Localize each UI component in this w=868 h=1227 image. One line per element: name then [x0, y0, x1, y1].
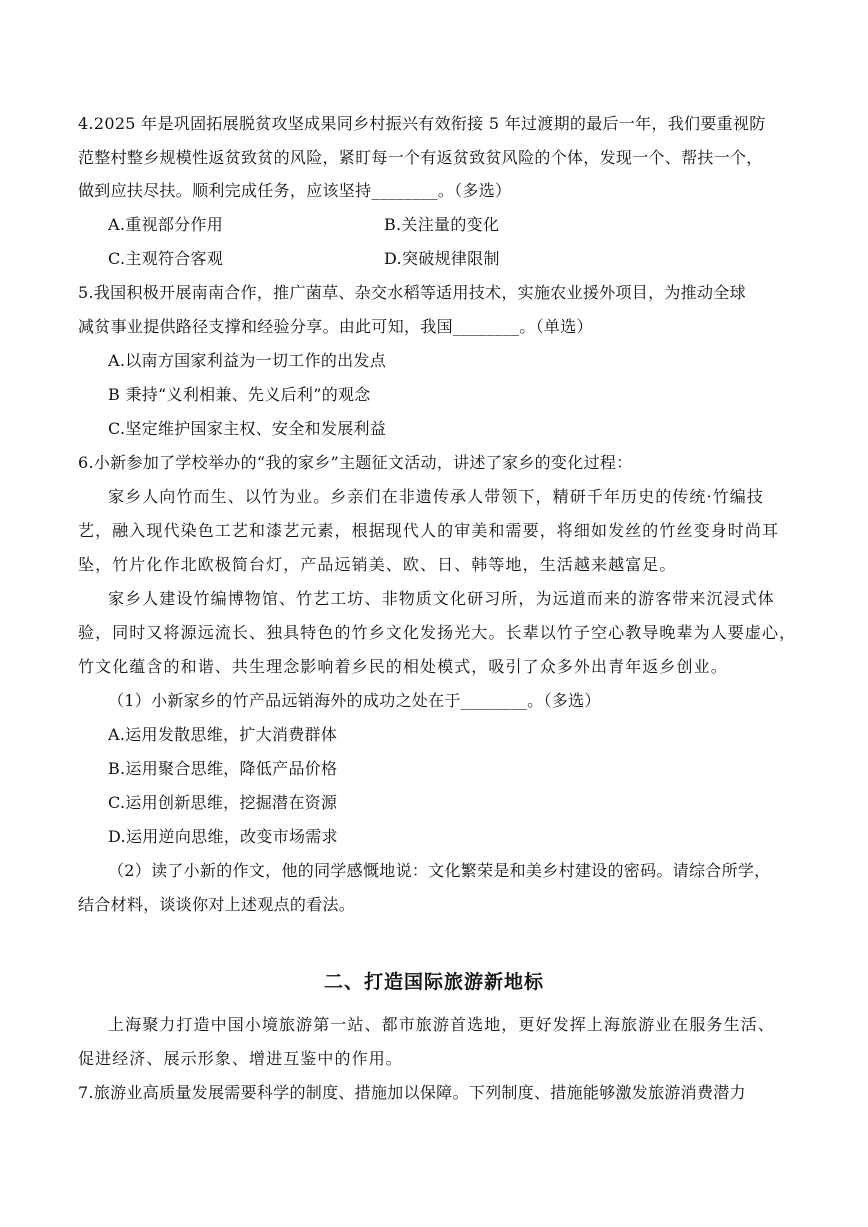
section-intro-line-1: 上海聚力打造中国小境旅游第一站、都市旅游首选地，更好发挥上海旅游业在服务生活、 [108, 1015, 775, 1034]
q4-option-c: C.主观符合客观 [108, 249, 224, 268]
q6-intro: 6.小新参加了学校举办的“我的家乡”主题征文活动，讲述了家乡的变化过程： [78, 453, 633, 472]
q6-essay-line-5: 验，同时又将源远流长、独具特色的竹乡文化发扬光大。长辈以竹子空心教导晚辈为人要虚心， [78, 623, 797, 642]
q4-option-b: B.关注量的变化 [384, 215, 500, 234]
section-heading: 二、打造国际旅游新地标 [323, 971, 544, 993]
q6-essay-line-2: 艺，融入现代染色工艺和漆艺元素，根据现代人的审美和需要，将细如发丝的竹丝变身时尚耳 [78, 521, 780, 540]
q6-sub1-option-a: A.运用发散思维，扩大消费群体 [108, 725, 338, 744]
q6-sub1-option-d: D.运用逆向思维，改变市场需求 [108, 827, 338, 846]
q7-stem-line-1: 7.旅游业高质量发展需要科学的制度、措施加以保障。下列制度、措施能够激发旅游消费潜力 [78, 1083, 746, 1102]
q4-stem-line-2: 范整村整乡规模性返贫致贫的风险，紧盯每一个有返贫致贫风险的个体，发现一个、帮扶一个， [78, 148, 763, 167]
q6-sub1-option-c: C.运用创新思维，挖掘潜在资源 [108, 793, 338, 812]
q6-essay-line-3: 坠，竹片化作北欧极简台灯，产品远销美、欧、日、韩等地，生活越来越富足。 [78, 555, 677, 574]
q6-sub2-line-2: 结合材料，谈谈你对上述观点的看法。 [78, 895, 356, 914]
section-intro-line-2: 促进经济、展示形象、增进互鉴中的作用。 [78, 1049, 403, 1068]
q6-essay-line-6: 竹文化蕴含的和谐、共生理念影响着乡民的相处模式，吸引了众多外出青年返乡创业。 [78, 657, 728, 676]
q6-essay-line-4: 家乡人建设竹编博物馆、竹艺工坊、非物质文化研习所，为远道而来的游客带来沉浸式体 [108, 589, 775, 608]
q6-essay-line-1: 家乡人向竹而生、以竹为业。乡亲们在非遗传承人带领下，精研千年历史的传统·竹编技 [108, 487, 764, 506]
q4-option-d: D.突破规律限制 [384, 249, 500, 268]
q6-sub1-stem: （1）小新家乡的竹产品远销海外的成功之处在于________。（多选） [108, 691, 601, 710]
q5-stem-line-1: 5.我国积极开展南南合作，推广菌草、杂交水稻等适用技术，实施农业援外项目，为推动全球 [78, 283, 746, 302]
q6-sub1-option-b: B.运用聚合思维，降低产品价格 [108, 759, 338, 778]
q5-option-b: B 秉持“义利相兼、先义后利”的观念 [108, 385, 371, 404]
q5-option-c: C.坚定维护国家主权、安全和发展利益 [108, 419, 387, 438]
q6-sub2-line-1: （2）读了小新的作文，他的同学感慨地说：文化繁荣是和美乡村建设的密码。请综合所学， [108, 861, 771, 880]
q5-option-a: A.以南方国家利益为一切工作的出发点 [108, 351, 387, 370]
q5-stem-line-2: 减贫事业提供路径支撑和经验分享。由此可知，我国________。（单选） [78, 317, 593, 336]
q4-option-a: A.重视部分作用 [108, 215, 224, 234]
q4-stem-line-1: 4.2025 年是巩固拓展脱贫攻坚成果同乡村振兴有效衔接 5 年过渡期的最后一年，我们要重视防 [78, 114, 766, 133]
q4-stem-line-3: 做到应扶尽扶。顺利完成任务，应该坚持________。（多选） [78, 181, 512, 200]
